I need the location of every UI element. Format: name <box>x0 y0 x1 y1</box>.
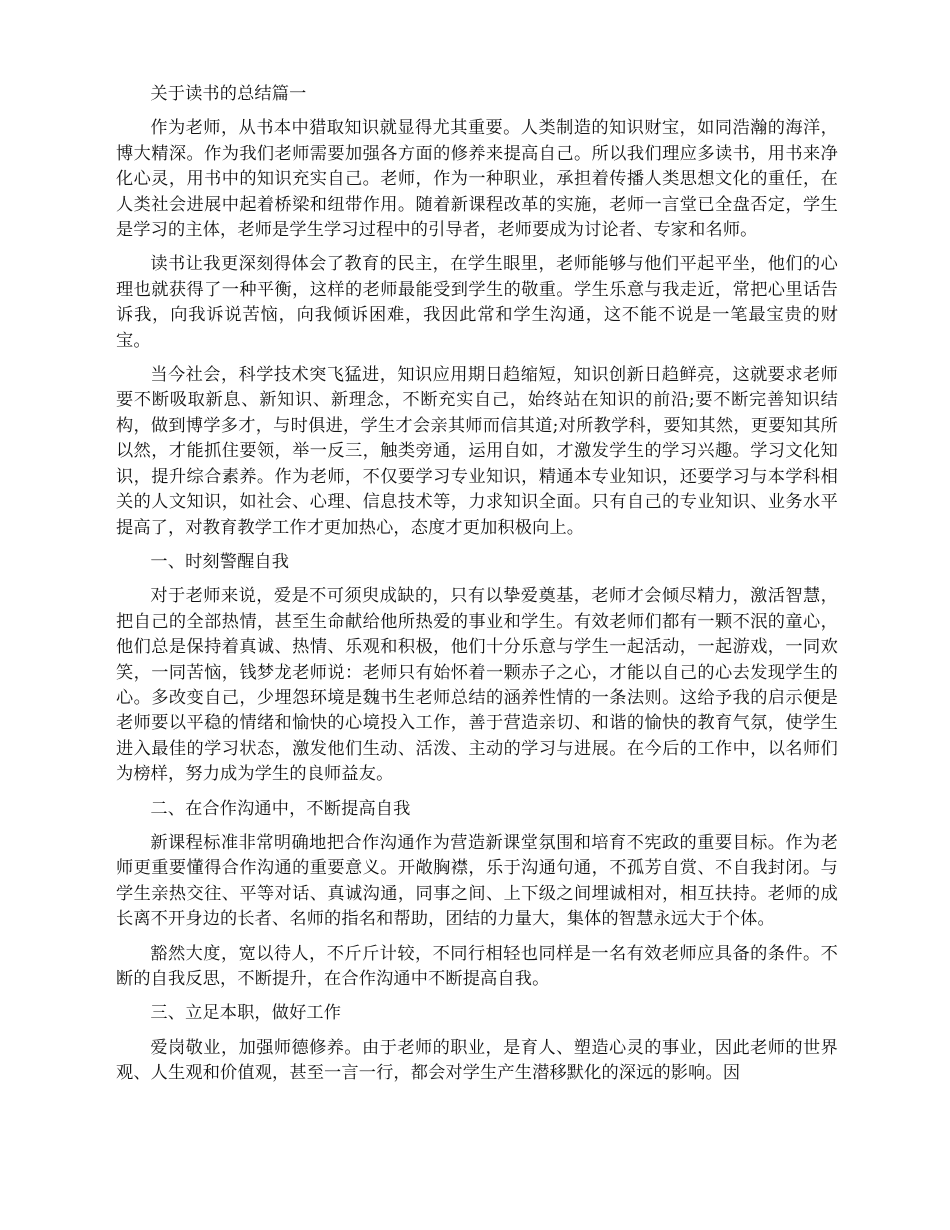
section2-paragraph-2: 豁然大度，宽以待人，不斤斤计较，不同行相轻也同样是一名有效老师应具备的条件。不断的自我反思，不断提升，在合作沟通中不断提高自我。 <box>116 943 838 989</box>
section3-paragraph-1: 爱岗敬业，加强师德修养。由于老师的职业，是育人、塑造心灵的事业，因此老师的世界观、人生观和价值观，甚至一言一行，都会对学生产生潜移默化的深远的影响。因 <box>116 1037 838 1084</box>
paragraph-intro-3: 当今社会，科学技术突飞猛进，知识应用期日趋缩短，知识创新日趋鲜亮，这就要求老师要不断吸取新息、新知识、新理念，不断充实自己，始终站在知识的前沿;要不断完善知识结构，做到博学多才，与时俱进，学生才会亲其师而信其道;对所教学科，要知其然，更要知其所以然，才能抓住要领，举一反三，触类旁通，运用自如，才激发学生的学习兴趣。学习文化知识，提升综合素养。作为老师，不仅要学习专业知识，精通本专业知识，还要学习与本学科相关的人文知识，如社会、心理、信息技术等，力求知识全面。只有自己的专业知识、业务水平提高了，对教育教学工作才更加热心，态度才更加积极向上。 <box>116 365 838 538</box>
document-title: 关于读书的总结篇一 <box>150 84 307 104</box>
section2-paragraph-1: 新课程标准非常明确地把合作沟通作为营造新课堂氛围和培育不宪政的重要目标。作为老师更重要懂得合作沟通的重要意义。开敞胸襟，乐于沟通句通，不孤芳自赏、不自我封闭。与学生亲热交往、平等对话、真诚沟通，同事之间、上下级之间埋诚相对，相互扶持。老师的成长离不开身边的长者、名师的指名和帮助，团结的力量大，集体的智慧永远大于个体。 <box>116 832 838 930</box>
paragraph-intro-1: 作为老师，从书本中猎取知识就显得尤其重要。人类制造的知识财宝，如同浩瀚的海洋，博大精深。作为我们老师需要加强各方面的修养来提高自己。所以我们理应多读书，用书来净化心灵，用书中的知识充实自己。老师，作为一种职业，承担着传播人类思想文化的重任，在人类社会进展中起着桥梁和纽带作用。随着新课程改革的实施，老师一言堂已全盘否定，学生是学习的主体，老师是学生学习过程中的引导者，老师要成为讨论者、专家和名师。 <box>116 118 838 241</box>
document-body <box>116 82 838 1096</box>
paragraph-intro-2: 读书让我更深刻得体会了教育的民主，在学生眼里，老师能够与他们平起平坐，他们的心理也就获得了一种平衡，这样的老师最能受到学生的敬重。学生乐意与我走近，常把心里话告诉我，向我诉说苦恼，向我倾诉困难，我因此常和学生沟通，这不能不说是一笔最宝贵的财宝。 <box>116 254 838 351</box>
section-heading-2: 二、在合作沟通中，不断提高自我 <box>150 798 411 819</box>
section-heading-3: 三、立足本职，做好工作 <box>150 1003 342 1024</box>
section-heading-1: 一、时刻警醒自我 <box>150 551 290 572</box>
section1-paragraph-1: 对于老师来说，爱是不可须臾成缺的，只有以挚爱奠基，老师才会倾尽精力，激活智慧，把自己的全部热情，甚至生命献给他所热爱的事业和学生。有效老师们都有一颗不泯的童心，他们总是保持着真诚、热情、乐观和积极，他们十分乐意与学生一起活动，一起游戏，一同欢笑，一同苦恼，钱梦龙老师说：老师只有始怀着一颗赤子之心，才能以自己的心去发现学生的心。多改变自己，少埋怨环境是魏书生老师总结的涵养性情的一条法则。这给予我的启示便是老师要以平稳的情绪和愉快的心境投入工作，善于营造亲切、和谐的愉快的教育气氛，使学生进入最佳的学习状态，激发他们生动、活泼、主动的学习与进展。在今后的工作中，以名师们为榜样，努力成为学生的良师益友。 <box>116 586 838 785</box>
